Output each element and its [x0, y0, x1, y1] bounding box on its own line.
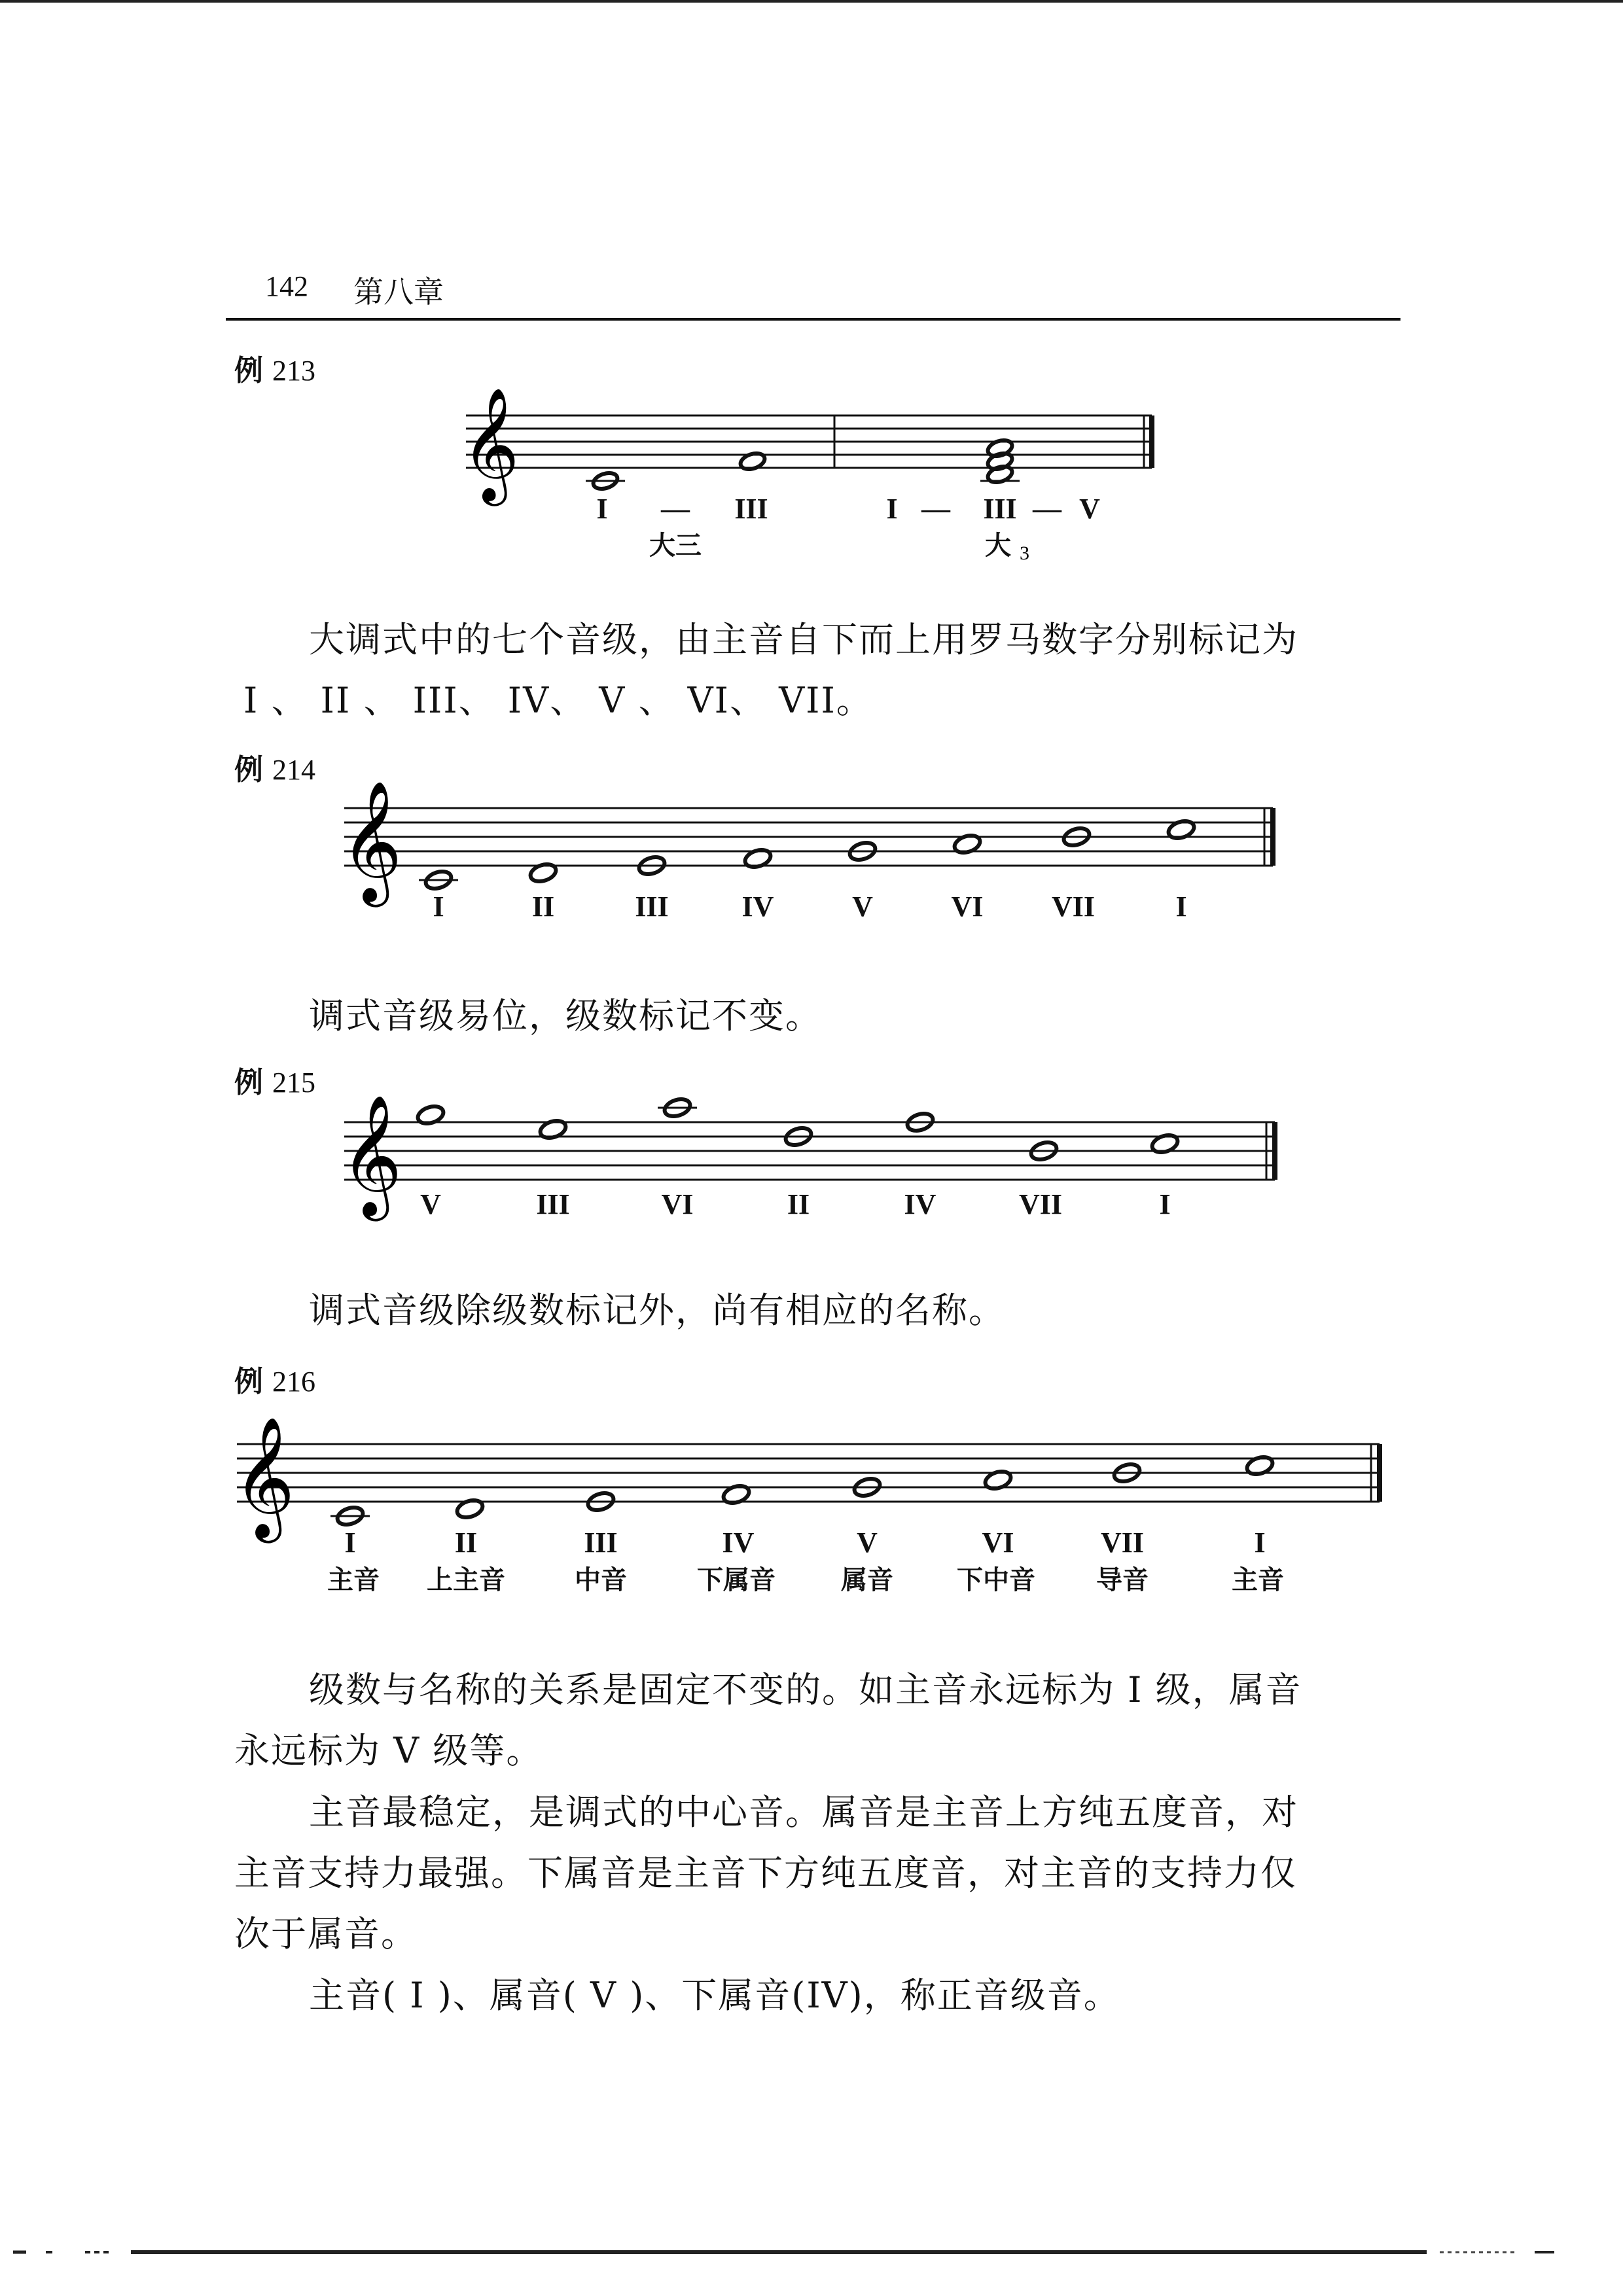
example-number: 215: [272, 1067, 315, 1099]
paragraph-text: 主音( I )、属音( V )、下属音(IV)，称正音级音。: [309, 1975, 1120, 2016]
chord-caption: 大: [985, 531, 1011, 561]
paragraph-text: 次于属音。: [234, 1913, 418, 1954]
degree-label: III: [734, 493, 768, 525]
treble-clef-icon: 𝄞: [461, 387, 520, 501]
treble-clef-icon: 𝄞: [233, 1415, 295, 1538]
degree-name: 主音: [327, 1565, 380, 1595]
paragraph-text: 主音支持力最强。下属音是主音下方纯五度音，对主音的支持力仅: [234, 1852, 1297, 1894]
degree-label: I: [1159, 1188, 1171, 1220]
degree-name: 下中音: [957, 1565, 1035, 1595]
degree-label: V: [852, 891, 873, 923]
degree-label: III: [584, 1527, 618, 1559]
degree-row: [344, 1527, 1265, 1559]
example-word: 例: [234, 1066, 263, 1099]
degree-label: IV: [904, 1188, 936, 1220]
degree-label: I: [1175, 891, 1187, 923]
degree-label: I: [433, 891, 444, 923]
degree-label: VI: [951, 891, 984, 923]
degree-label: V: [857, 1527, 878, 1559]
degree-name: 上主音: [427, 1565, 505, 1595]
treble-clef-icon: 𝄞: [340, 779, 402, 902]
scan-edge-bottom: [0, 2249, 1623, 2255]
paragraph-text: I 、 II 、 III、 IV、 V 、 VI、 VII。: [243, 680, 873, 721]
degree-label: IV: [741, 891, 774, 923]
degree-label: I: [886, 493, 898, 525]
note-c4: [330, 1504, 370, 1527]
degree-label: V: [420, 1188, 441, 1220]
dash: —: [921, 493, 950, 525]
degree-label: VI: [661, 1188, 694, 1220]
degree-name: 中音: [575, 1565, 627, 1595]
degree-label: VII: [1051, 891, 1096, 923]
paragraph-text: 永远标为 V 级等。: [234, 1730, 543, 1771]
chapter-title: 第八章: [353, 274, 444, 309]
degree-label: VII: [1100, 1527, 1145, 1559]
notes: [330, 1454, 1275, 1527]
degree-label: II: [531, 891, 555, 923]
degree-name: 主音: [1232, 1565, 1284, 1595]
paragraph-text: 大调式中的七个音级，由主音自下而上用罗马数字分别标记为: [309, 619, 1298, 660]
degree-label: III: [983, 493, 1017, 525]
degree-label: I: [344, 1527, 356, 1559]
dash: —: [1033, 493, 1061, 525]
degree-label: II: [454, 1527, 478, 1559]
paragraph-text: 调式音级除级数标记外，尚有相应的名称。: [309, 1290, 1005, 1331]
name-row: [327, 1565, 1284, 1595]
example-word: 例: [234, 753, 263, 786]
example-number: 216: [272, 1366, 315, 1398]
staff-lines: [237, 1444, 1380, 1502]
degree-name: 下属音: [697, 1565, 776, 1595]
paragraph-text: 调式音级易位，级数标记不变。: [309, 995, 822, 1036]
treble-clef-icon: 𝄞: [340, 1093, 402, 1216]
degree-name: 导音: [1096, 1565, 1149, 1595]
degree-label: IV: [722, 1527, 755, 1559]
degree-label: V: [1079, 493, 1100, 525]
degree-label: I: [596, 493, 608, 525]
example-number: 213: [272, 355, 315, 387]
chord-caption-subscript: 3: [1020, 542, 1029, 564]
degree-label: III: [536, 1188, 570, 1220]
dash: —: [661, 493, 690, 525]
page-number: 142: [265, 270, 308, 302]
paragraph-text: 级数与名称的关系是固定不变的。如主音永远标为 I 级，属音: [309, 1669, 1302, 1710]
example-word: 例: [234, 1365, 263, 1398]
degree-label: II: [787, 1188, 810, 1220]
paragraph-text: 主音最稳定，是调式的中心音。属音是主音上方纯五度音，对: [309, 1792, 1298, 1833]
degree-name: 属音: [841, 1565, 893, 1595]
example-number: 214: [272, 754, 315, 786]
degree-label: I: [1254, 1527, 1266, 1559]
example-word: 例: [234, 354, 263, 387]
degree-label: VI: [982, 1527, 1014, 1559]
degree-label: III: [635, 891, 669, 923]
interval-caption: 大三: [649, 531, 702, 561]
degree-label: VII: [1018, 1188, 1063, 1220]
